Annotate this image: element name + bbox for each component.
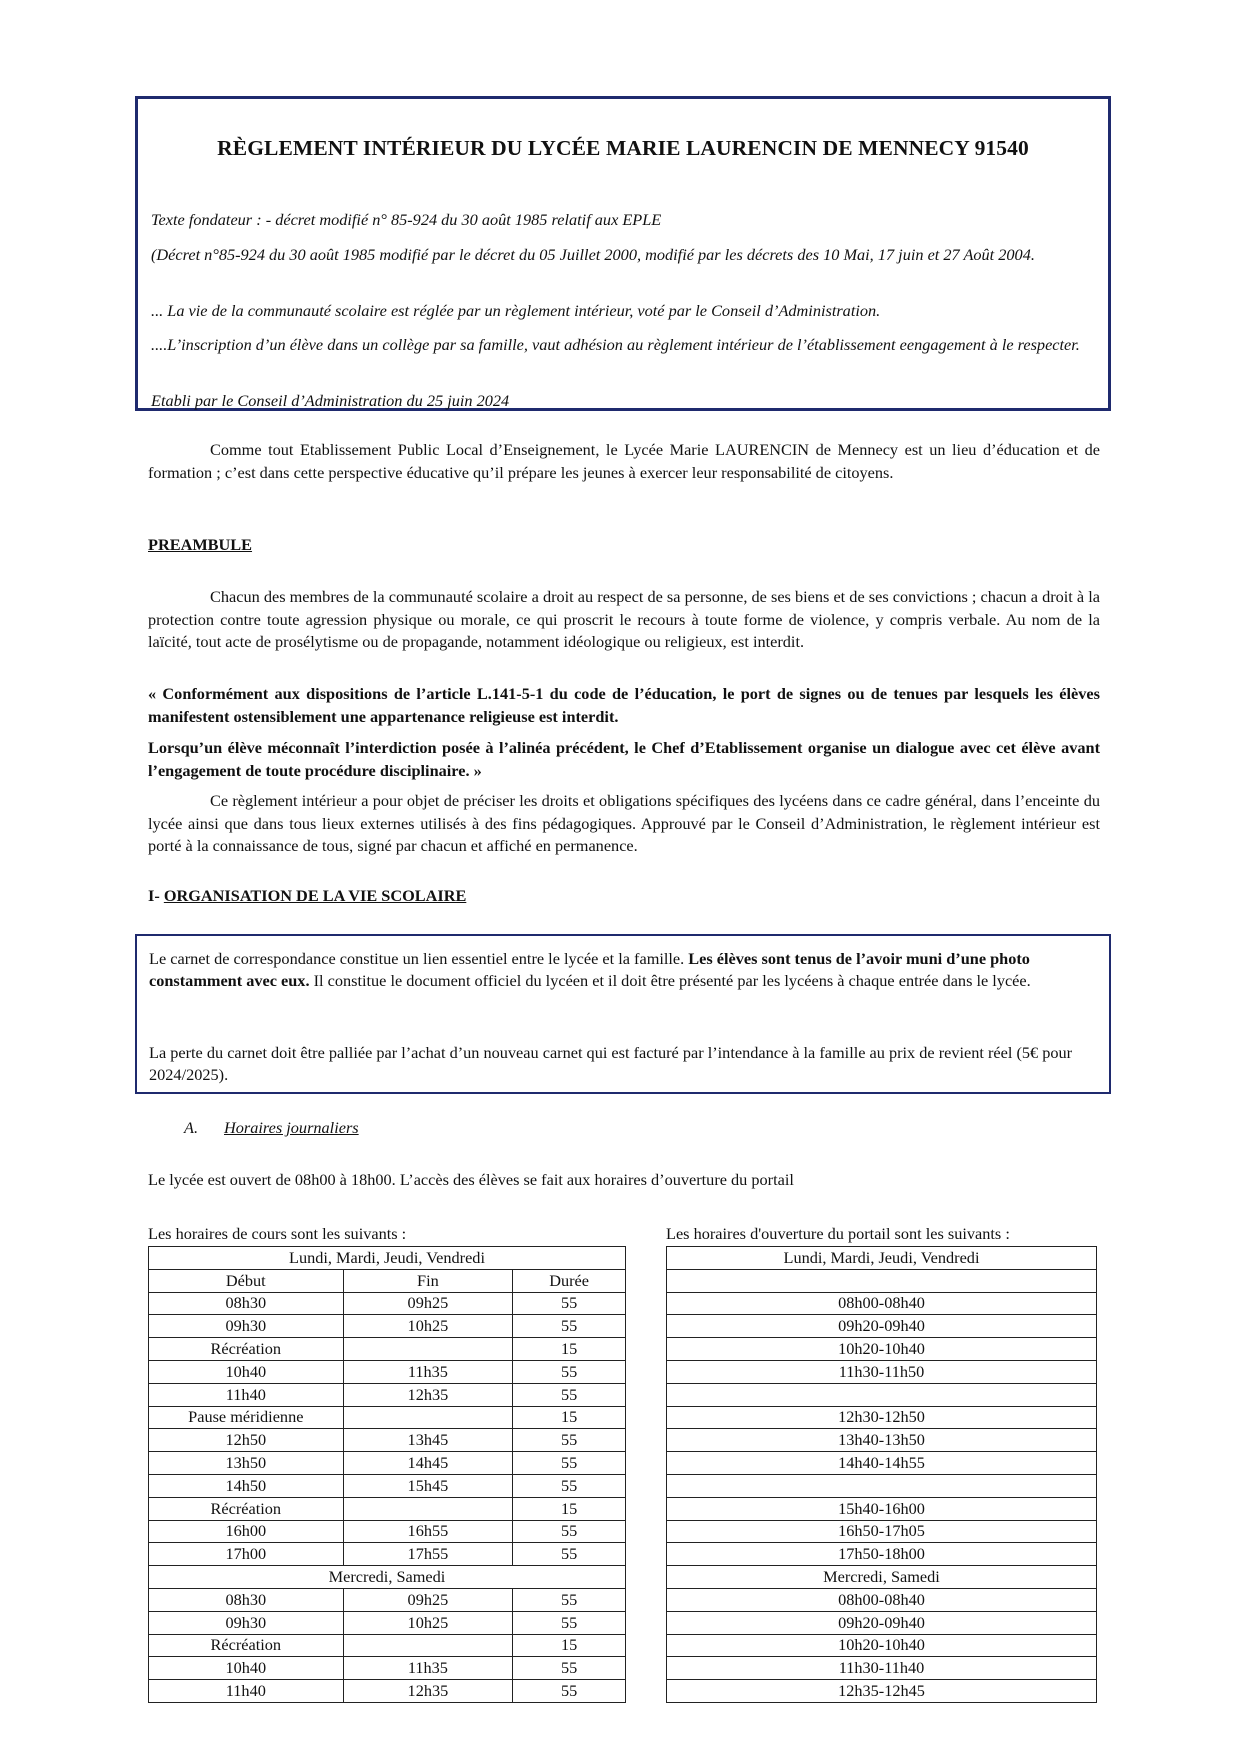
preambule-paragraph-3: Lorsqu’un élève méconnaît l’interdiction posée à l’alinéa précédent, le Chef d’Etablissement organise un dialogue avec cet élève avant l’engagement de toute procédure disciplinaire. » xyxy=(148,738,1100,780)
duration-cell: 15 xyxy=(513,1497,626,1520)
gate-time-cell: 14h40-14h55 xyxy=(667,1452,1097,1475)
preambule-paragraph-1: Chacun des membres de la communauté scolaire a droit au respect de sa personne, de ses biens et de ses convictions ; chacun a droit à la protection contre toute agression physique ou morale, ce qui proscrit le recours à toute forme de violence, y compris verbale. Au nom de la laïcité, tout acte de prosélytisme ou de propagande, notamment idéologique ou religieux, est interdit. xyxy=(148,587,1100,651)
table-row xyxy=(667,1588,1097,1611)
duration-cell: 55 xyxy=(513,1588,626,1611)
start-cell: 10h40 xyxy=(149,1360,344,1383)
portail-schedule-table xyxy=(666,1246,1097,1703)
end-cell: 09h25 xyxy=(343,1588,513,1611)
table-row xyxy=(667,1338,1097,1361)
end-cell: 17h55 xyxy=(343,1543,513,1566)
table-row xyxy=(149,1315,626,1338)
duration-cell: 55 xyxy=(513,1452,626,1475)
table-row xyxy=(149,1406,626,1429)
column-header: Début xyxy=(149,1269,344,1292)
duration-cell: 55 xyxy=(513,1611,626,1634)
carnet-paragraph-2: La perte du carnet doit être palliée par l’achat d’un nouveau carnet qui est facturé par l’intendance à la famille au prix de revient réel (5€ pour 2024/2025). xyxy=(149,1043,1073,1084)
gate-time-cell: 11h30-11h50 xyxy=(667,1360,1097,1383)
gate-time-cell: 10h20-10h40 xyxy=(667,1634,1097,1657)
end-cell: 10h25 xyxy=(343,1611,513,1634)
duration-cell: 55 xyxy=(513,1657,626,1680)
duration-cell: 15 xyxy=(513,1338,626,1361)
gate-time-cell: 10h20-10h40 xyxy=(667,1338,1097,1361)
table-row xyxy=(149,1383,626,1406)
table-row xyxy=(667,1406,1097,1429)
table-row xyxy=(149,1634,626,1657)
duration-cell: 15 xyxy=(513,1634,626,1657)
gate-time-cell: 08h00-08h40 xyxy=(667,1588,1097,1611)
table-row xyxy=(667,1315,1097,1338)
carnet-box xyxy=(135,934,1111,1094)
section-heading: I- ORGANISATION DE LA VIE SCOLAIRE xyxy=(148,886,467,905)
subsection-heading: A. Horaires journaliers xyxy=(184,1118,359,1137)
duration-cell: 55 xyxy=(513,1680,626,1703)
gate-time-cell: 13h40-13h50 xyxy=(667,1429,1097,1452)
days-cell: Lundi, Mardi, Jeudi, Vendredi xyxy=(667,1247,1097,1270)
end-cell: 11h35 xyxy=(343,1657,513,1680)
end-cell xyxy=(343,1497,513,1520)
end-cell: 10h25 xyxy=(343,1315,513,1338)
end-cell: 15h45 xyxy=(343,1474,513,1497)
header-line: ... La vie de la communauté scolaire est réglée par un règlement intérieur, voté par le Conseil d’Administration. xyxy=(151,301,881,320)
table-row xyxy=(149,1657,626,1680)
cours-caption: Les horaires de cours sont les suivants : xyxy=(148,1224,407,1243)
document-title: RÈGLEMENT INTÉRIEUR DU LYCÉE MARIE LAURENCIN DE MENNECY 91540 xyxy=(217,136,1029,160)
end-cell xyxy=(343,1338,513,1361)
end-cell: 11h35 xyxy=(343,1360,513,1383)
end-cell xyxy=(343,1634,513,1657)
table-row xyxy=(149,1680,626,1703)
end-cell: 13h45 xyxy=(343,1429,513,1452)
start-cell: 08h30 xyxy=(149,1292,344,1315)
start-cell: 17h00 xyxy=(149,1543,344,1566)
table-row xyxy=(149,1292,626,1315)
table-row xyxy=(667,1543,1097,1566)
start-cell: 12h50 xyxy=(149,1429,344,1452)
start-cell: 11h40 xyxy=(149,1383,344,1406)
days-row xyxy=(667,1247,1097,1270)
start-cell: 11h40 xyxy=(149,1680,344,1703)
start-cell: 10h40 xyxy=(149,1657,344,1680)
end-cell: 14h45 xyxy=(343,1452,513,1475)
end-cell xyxy=(343,1406,513,1429)
gate-time-cell: 09h20-09h40 xyxy=(667,1315,1097,1338)
gate-time-cell xyxy=(667,1383,1097,1406)
start-cell: 16h00 xyxy=(149,1520,344,1543)
days-row xyxy=(149,1566,626,1589)
gate-time-cell: 15h40-16h00 xyxy=(667,1497,1097,1520)
start-cell: Récréation xyxy=(149,1634,344,1657)
intro-paragraph: Comme tout Etablissement Public Local d’Enseignement, le Lycée Marie LAURENCIN de Mennecy est un lieu d’éducation et de formation ; c’est dans cette perspective éducative qu’il prépare les jeunes à exercer leur responsabilité de citoyens. xyxy=(148,440,1100,482)
table-row xyxy=(667,1383,1097,1406)
table-row xyxy=(667,1292,1097,1315)
header-line: ....L’inscription d’un élève dans un collège par sa famille, vaut adhésion au règlement intérieur de l’établissement eengagement à le respecter. xyxy=(151,335,1080,354)
table-row xyxy=(667,1611,1097,1634)
end-cell: 12h35 xyxy=(343,1383,513,1406)
gate-time-cell: 12h30-12h50 xyxy=(667,1406,1097,1429)
table-row xyxy=(149,1474,626,1497)
end-cell: 16h55 xyxy=(343,1520,513,1543)
header-line: (Décret n°85-924 du 30 août 1985 modifié par le décret du 05 Juillet 2000, modifié par les décrets des 10 Mai, 17 juin et 27 Août 2004. xyxy=(151,245,1035,264)
days-cell: Mercredi, Samedi xyxy=(667,1566,1097,1589)
duration-cell: 55 xyxy=(513,1292,626,1315)
days-cell: Mercredi, Samedi xyxy=(149,1566,626,1589)
duration-cell: 55 xyxy=(513,1360,626,1383)
end-cell: 12h35 xyxy=(343,1680,513,1703)
table-row xyxy=(149,1611,626,1634)
header-line: Texte fondateur : - décret modifié n° 85-924 du 30 août 1985 relatif aux EPLE xyxy=(151,210,662,229)
preambule-paragraph-4: Ce règlement intérieur a pour objet de préciser les droits et obligations spécifiques des lycéens dans ce cadre général, dans l’enceinte du lycée ainsi que dans tous lieux externes utilisés à des fins pédagogiques. Approuvé par le Conseil d’Administration, le règlement intérieur est porté à la connaissance de tous, signé par chacun et affiché en permanence. xyxy=(148,791,1100,855)
start-cell: 14h50 xyxy=(149,1474,344,1497)
table-row xyxy=(667,1520,1097,1543)
table-row xyxy=(149,1588,626,1611)
duration-cell: 55 xyxy=(513,1429,626,1452)
table-row xyxy=(667,1497,1097,1520)
table-row xyxy=(667,1680,1097,1703)
duration-cell: 55 xyxy=(513,1543,626,1566)
gate-time-cell: 17h50-18h00 xyxy=(667,1543,1097,1566)
gate-time-cell: 08h00-08h40 xyxy=(667,1292,1097,1315)
preambule-paragraph-2: « Conformément aux dispositions de l’article L.141-5-1 du code de l’éducation, le port de signes ou de tenues par lesquels les élèves manifestent ostensiblement une appartenance religieuse est interdit. xyxy=(148,684,1100,726)
table-row xyxy=(667,1429,1097,1452)
gate-time-cell: 09h20-09h40 xyxy=(667,1611,1097,1634)
start-cell: 09h30 xyxy=(149,1315,344,1338)
table-row xyxy=(149,1497,626,1520)
table-row xyxy=(149,1520,626,1543)
duration-cell: 55 xyxy=(513,1383,626,1406)
gate-time-cell: 11h30-11h40 xyxy=(667,1657,1097,1680)
start-cell: 13h50 xyxy=(149,1452,344,1475)
start-cell: Récréation xyxy=(149,1497,344,1520)
table-row xyxy=(667,1657,1097,1680)
portail-caption: Les horaires d'ouverture du portail sont les suivants : xyxy=(666,1224,1010,1243)
table-row xyxy=(149,1452,626,1475)
days-cell: Lundi, Mardi, Jeudi, Vendredi xyxy=(149,1247,626,1270)
opening-text: Le lycée est ouvert de 08h00 à 18h00. L’accès des élèves se fait aux horaires d’ouverture du portail xyxy=(148,1170,794,1189)
duration-cell: 55 xyxy=(513,1474,626,1497)
start-cell: 09h30 xyxy=(149,1611,344,1634)
days-row xyxy=(667,1566,1097,1589)
table-row xyxy=(667,1360,1097,1383)
gate-time-cell: 12h35-12h45 xyxy=(667,1680,1097,1703)
table-row xyxy=(667,1474,1097,1497)
duration-cell: 55 xyxy=(513,1315,626,1338)
start-cell: Récréation xyxy=(149,1338,344,1361)
table-row xyxy=(667,1269,1097,1292)
duration-cell: 55 xyxy=(513,1520,626,1543)
days-row xyxy=(149,1247,626,1270)
header-box xyxy=(135,96,1111,411)
header-row xyxy=(149,1269,626,1292)
start-cell: 08h30 xyxy=(149,1588,344,1611)
cours-schedule-table xyxy=(148,1246,626,1703)
table-row xyxy=(149,1360,626,1383)
gate-time-cell xyxy=(667,1474,1097,1497)
table-row xyxy=(149,1543,626,1566)
duration-cell: 15 xyxy=(513,1406,626,1429)
header-line: Etabli par le Conseil d’Administration du 25 juin 2024 xyxy=(151,391,510,410)
end-cell: 09h25 xyxy=(343,1292,513,1315)
column-header: Fin xyxy=(343,1269,513,1292)
column-header: Durée xyxy=(513,1269,626,1292)
start-cell: Pause méridienne xyxy=(149,1406,344,1429)
preambule-heading: PREAMBULE xyxy=(148,535,253,554)
table-row xyxy=(149,1338,626,1361)
table-row xyxy=(149,1429,626,1452)
carnet-paragraph-1: Le carnet de correspondance constitue un lien essentiel entre le lycée et la famille. Les élèves sont tenus de l’avoir muni d’une photo constamment avec eux. Il constitue le document officiel du lycéen et il doit être présenté par les lycéens à chaque entrée dans le lycée. xyxy=(149,949,1031,990)
table-row xyxy=(667,1452,1097,1475)
gate-time-cell: 16h50-17h05 xyxy=(667,1520,1097,1543)
table-row xyxy=(667,1634,1097,1657)
gate-time-cell xyxy=(667,1269,1097,1292)
